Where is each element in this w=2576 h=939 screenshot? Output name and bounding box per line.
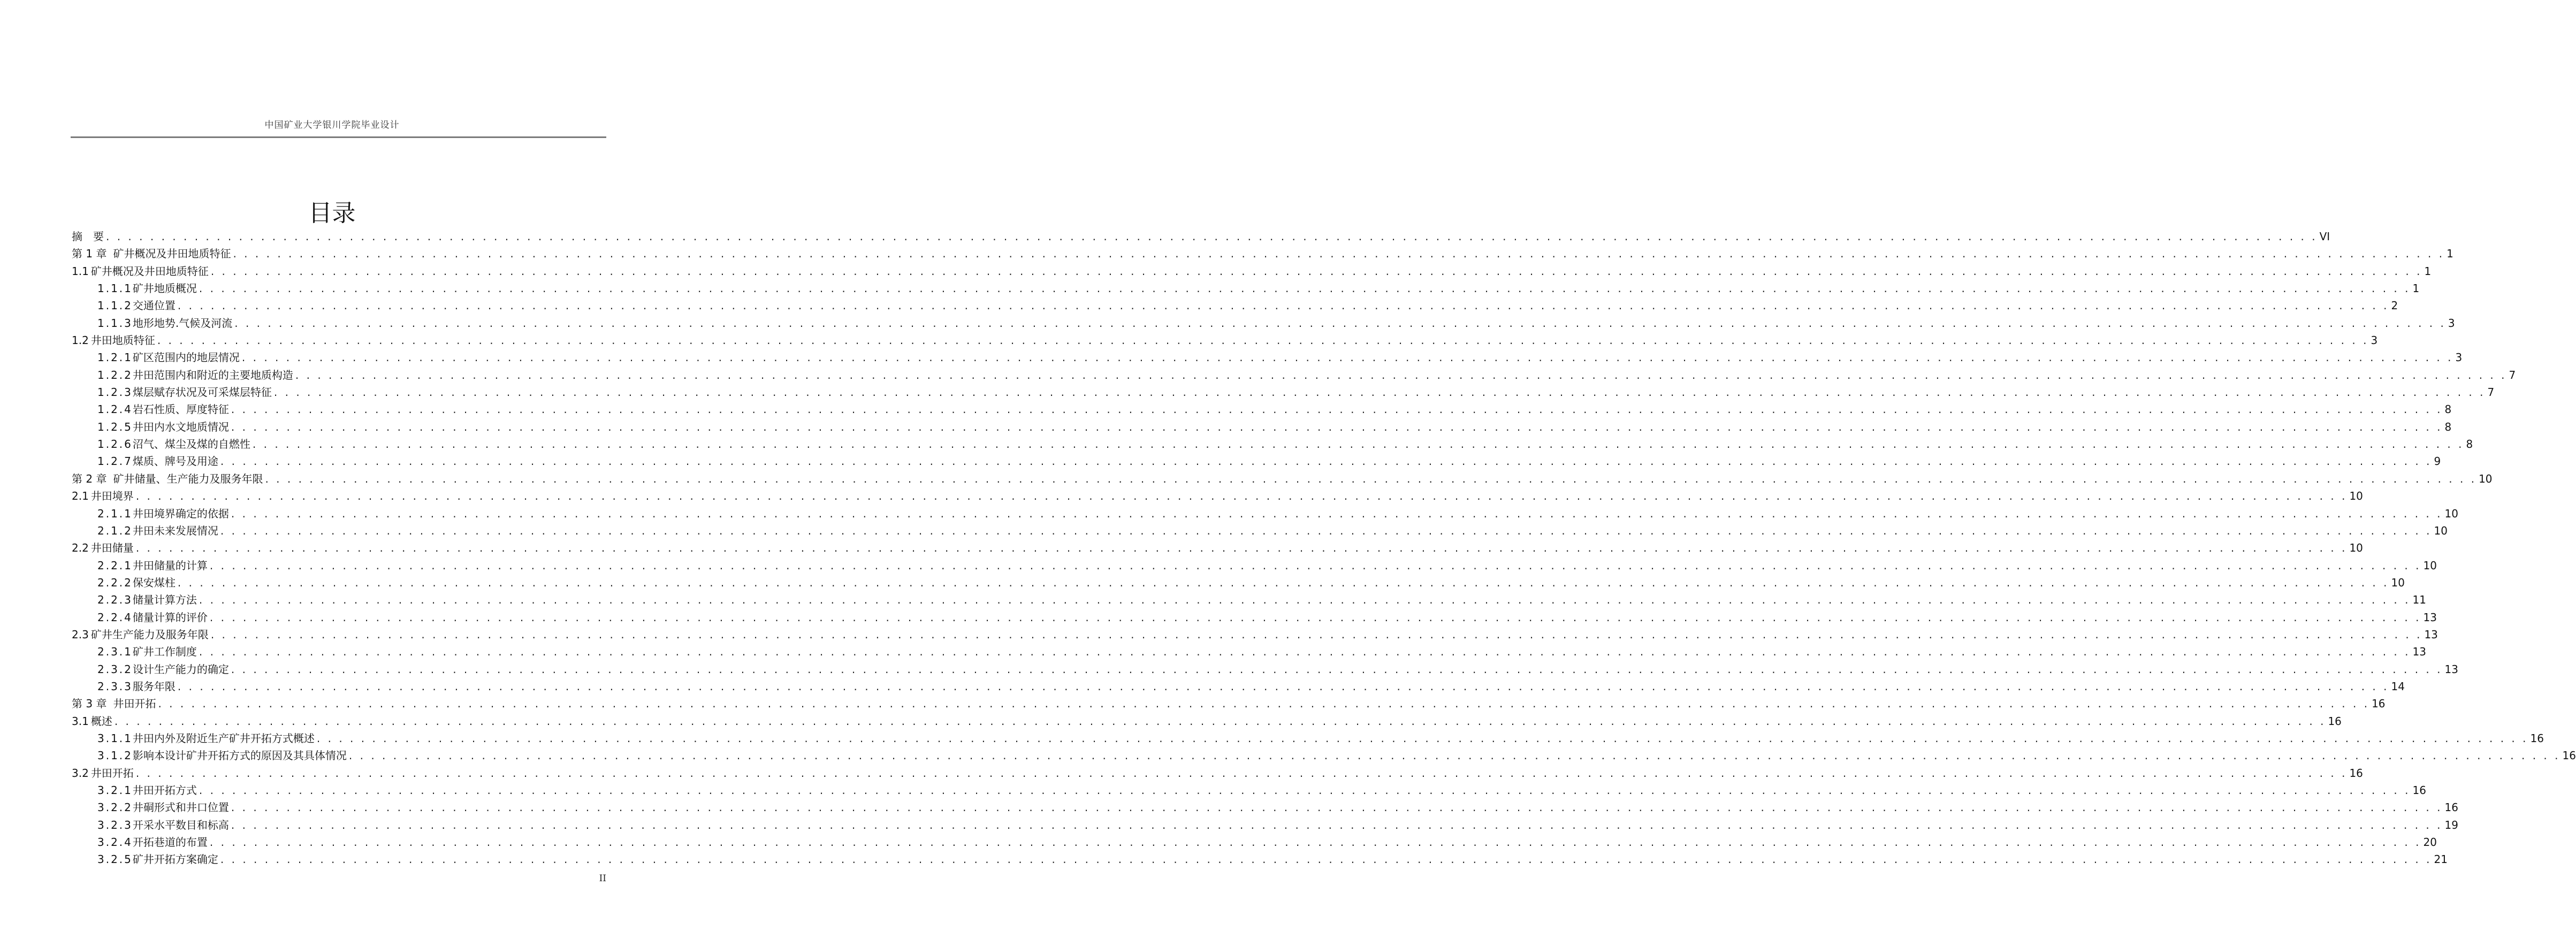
toc-entry[interactable]	[72, 349, 2463, 366]
toc-leader-dots: . . . . . . . . . . . . . . . . . . . . . . . . . . . . . . . . . . . . . . . . . . . . . . . . . . . . . . . . . . . . . . . . . . . . . . . . . . . . . . . . . . . . . . . . . . . . . . . . . . . . . . . . . . . . . . . . . . . . . . . . . . . . . . . . . . . . . . . . . . . . . . . . . . . . . . . . . . . . . . . . . . . . . . . . . . . . . . . . . . . . . . . . . . . . . . . . . . . . . . . .	[158, 697, 2370, 711]
toc-entry-number: 2.2.2	[97, 576, 133, 589]
toc-leader-dots: . . . . . . . . . . . . . . . . . . . . . . . . . . . . . . . . . . . . . . . . . . . . . . . . . . . . . . . . . . . . . . . . . . . . . . . . . . . . . . . . . . . . . . . . . . . . . . . . . . . . . . . . . . . . . . . . . . . . . . . . . . . . . . . . . . . . . . . . . . . . . . . . . . . . . . . . . . . . . . . . . . . . . . . . . . . . . . . . . . . . . . . . . . . . . . . . . . . . . . . .	[265, 472, 2477, 485]
toc-leader-dots: . . . . . . . . . . . . . . . . . . . . . . . . . . . . . . . . . . . . . . . . . . . . . . . . . . . . . . . . . . . . . . . . . . . . . . . . . . . . . . . . . . . . . . . . . . . . . . . . . . . . . . . . . . . . . . . . . . . . . . . . . . . . . . . . . . . . . . . . . . . . . . . . . . . . . . . . . . . . . . . . . . . . . . . . . . . . . . . . . . . . . . . . . . . . . . . . . . . . . . . .	[209, 559, 2421, 572]
toc-entry[interactable]	[72, 505, 2458, 522]
toc-entry[interactable]	[72, 799, 2458, 816]
toc-leader-dots: . . . . . . . . . . . . . . . . . . . . . . . . . . . . . . . . . . . . . . . . . . . . . . . . . . . . . . . . . . . . . . . . . . . . . . . . . . . . . . . . . . . . . . . . . . . . . . . . . . . . . . . . . . . . . . . . . . . . . . . . . . . . . . . . . . . . . . . . . . . . . . . . . . . . . . . . . . . . . . . . . . . . . . . . . . . . . . . . . . . . . . . . . . . . . . . . . . . . . . . .	[241, 351, 2453, 364]
toc-entry-page: 10	[2434, 524, 2448, 537]
toc-entry-page: 14	[2391, 680, 2405, 693]
toc-entry-label: 井田开拓	[113, 697, 156, 711]
toc-entry-page: 3	[2448, 316, 2455, 330]
toc-entry-page: 1	[2447, 247, 2453, 261]
toc-entry-number: 1.2.5	[97, 420, 133, 433]
toc-entry[interactable]	[72, 574, 2405, 591]
toc-entry-label: 矿井概况及井田地质特征	[90, 264, 209, 278]
toc-entry-label: 矿井工作制度	[132, 645, 197, 659]
toc-entry[interactable]	[72, 367, 2516, 384]
toc-entry-page: 11	[2412, 593, 2426, 607]
toc-entry-number: 1.1.3	[97, 316, 133, 330]
toc-entry-label: 摘 要	[72, 230, 104, 243]
toc-entry-number: 1.2.7	[97, 455, 133, 468]
toc-entry-label: 储量计算方法	[132, 593, 197, 607]
page-header: 中国矿业大学银川学院毕业设计	[264, 120, 400, 131]
toc-entry-page: 13	[2424, 628, 2438, 641]
toc-entry-number: 3.1	[72, 714, 89, 728]
toc-entry-label: 地形地势.气候及河流	[132, 316, 233, 330]
toc-entry-page: 9	[2434, 455, 2441, 468]
toc-entry-number: 3.2.2	[97, 801, 133, 814]
toc-entry-label: 井田境界确定的依据	[132, 507, 229, 520]
toc-entry[interactable]	[72, 782, 2426, 799]
toc-entry[interactable]	[72, 765, 2363, 782]
toc-entry-number: 1.2.2	[97, 368, 133, 381]
toc-leader-dots: . . . . . . . . . . . . . . . . . . . . . . . . . . . . . . . . . . . . . . . . . . . . . . . . . . . . . . . . . . . . . . . . . . . . . . . . . . . . . . . . . . . . . . . . . . . . . . . . . . . . . . . . . . . . . . . . . . . . . . . . . . . . . . . . . . . . . . . . . . . . . . . . . . . . . . . . . . . . . . . . . . . . . . . . . . . . . . . . . . . . . . . . . . . . . . . . . . . . . . . .	[199, 645, 2411, 659]
toc-entry-label: 岩石性质、厚度特征	[132, 403, 229, 416]
toc-entry[interactable]	[72, 263, 2432, 280]
toc-leader-dots: . . . . . . . . . . . . . . . . . . . . . . . . . . . . . . . . . . . . . . . . . . . . . . . . . . . . . . . . . . . . . . . . . . . . . . . . . . . . . . . . . . . . . . . . . . . . . . . . . . . . . . . . . . . . . . . . . . . . . . . . . . . . . . . . . . . . . . . . . . . . . . . . . . . . . . . . . . . . . . . . . . . . . . . . . . . . . . . . . . . . . . . . . . . . . . . . . . . . . . . .	[135, 541, 2348, 555]
toc-entry-number: 2.3	[72, 628, 89, 641]
toc-entry-number: 2.2	[72, 541, 89, 555]
toc-entry-page: 19	[2444, 818, 2458, 831]
toc-entry-page: 10	[2391, 576, 2405, 589]
toc-entry[interactable]	[72, 332, 2378, 349]
toc-entry[interactable]	[72, 609, 2437, 626]
toc-leader-dots: . . . . . . . . . . . . . . . . . . . . . . . . . . . . . . . . . . . . . . . . . . . . . . . . . . . . . . . . . . . . . . . . . . . . . . . . . . . . . . . . . . . . . . . . . . . . . . . . . . . . . . . . . . . . . . . . . . . . . . . . . . . . . . . . . . . . . . . . . . . . . . . . . . . . . . . . . . . . . . . . . . . . . . . . . . . . . . . . . . . . . . . . . . . . . . . . . . . . . . . .	[177, 576, 2389, 589]
toc-entry-page: 20	[2423, 836, 2437, 849]
toc-leader-dots: . . . . . . . . . . . . . . . . . . . . . . . . . . . . . . . . . . . . . . . . . . . . . . . . . . . . . . . . . . . . . . . . . . . . . . . . . . . . . . . . . . . . . . . . . . . . . . . . . . . . . . . . . . . . . . . . . . . . . . . . . . . . . . . . . . . . . . . . . . . . . . . . . . . . . . . . . . . . . . . . . . . . . . . . . . . . . . . . . . . . . . . . . . . . . . . . . . . . . . . .	[135, 490, 2348, 503]
toc-entry[interactable]	[72, 713, 2342, 730]
toc-leader-dots: . . . . . . . . . . . . . . . . . . . . . . . . . . . . . . . . . . . . . . . . . . . . . . . . . . . . . . . . . . . . . . . . . . . . . . . . . . . . . . . . . . . . . . . . . . . . . . . . . . . . . . . . . . . . . . . . . . . . . . . . . . . . . . . . . . . . . . . . . . . . . . . . . . . . . . . . . . . . . . . . . . . . . . . . . . . . . . . . . . . . . . . . . . . . . . . . . . . . . . . .	[231, 507, 2443, 520]
toc-entry[interactable]	[72, 418, 2452, 436]
toc-entry-label: 井田范围内和附近的主要地质构造	[132, 368, 293, 381]
toc-entry-label: 保安煤柱	[132, 576, 176, 589]
toc-leader-dots: . . . . . . . . . . . . . . . . . . . . . . . . . . . . . . . . . . . . . . . . . . . . . . . . . . . . . . . . . . . . . . . . . . . . . . . . . . . . . . . . . . . . . . . . . . . . . . . . . . . . . . . . . . . . . . . . . . . . . . . . . . . . . . . . . . . . . . . . . . . . . . . . . . . . . . . . . . . . . . . . . . . . . . . . . . . . . . . . . . . . . . . . . . . . . . . . . . . . . . . .	[273, 386, 2486, 399]
toc-entry[interactable]	[72, 245, 2453, 262]
toc-entry-number: 第 3 章	[72, 697, 107, 711]
toc-entry-number: 2.3.1	[97, 645, 133, 659]
toc-entry-label: 井田储量	[90, 541, 134, 555]
toc-entry-number: 3.2.3	[97, 818, 133, 831]
toc-leader-dots: . . . . . . . . . . . . . . . . . . . . . . . . . . . . . . . . . . . . . . . . . . . . . . . . . . . . . . . . . . . . . . . . . . . . . . . . . . . . . . . . . . . . . . . . . . . . . . . . . . . . . . . . . . . . . . . . . . . . . . . . . . . . . . . . . . . . . . . . . . . . . . . . . . . . . . . . . . . . . . . . . . . . . . . . . . . . . . . . . . . . . . . . . . . . . . . . . . . . . . . .	[157, 334, 2369, 347]
toc-entry[interactable]	[72, 228, 2330, 245]
toc-leader-dots: . . . . . . . . . . . . . . . . . . . . . . . . . . . . . . . . . . . . . . . . . . . . . . . . . . . . . . . . . . . . . . . . . . . . . . . . . . . . . . . . . . . . . . . . . . . . . . . . . . . . . . . . . . . . . . . . . . . . . . . . . . . . . . . . . . . . . . . . . . . . . . . . . . . . . . . . . . . . . . . . . . . . . . . . . . . . . . . . . . . . . . . . . . . . . . . . . . . . . . . .	[177, 680, 2389, 693]
toc-entry-label: 开采水平数目和标高	[132, 818, 229, 831]
toc-leader-dots: . . . . . . . . . . . . . . . . . . . . . . . . . . . . . . . . . . . . . . . . . . . . . . . . . . . . . . . . . . . . . . . . . . . . . . . . . . . . . . . . . . . . . . . . . . . . . . . . . . . . . . . . . . . . . . . . . . . . . . . . . . . . . . . . . . . . . . . . . . . . . . . . . . . . . . . . . . . . . . . . . . . . . . . . . . . . . . . . . . . . . . . . . . . . . . . . . . . . . . . .	[252, 438, 2464, 451]
toc-entry-number: 2.3.2	[97, 662, 133, 676]
toc-entry-page: 3	[2371, 334, 2378, 347]
toc-entry-number: 1.2.4	[97, 403, 133, 416]
toc-entry-label: 井硐形式和井口位置	[132, 801, 229, 814]
toc-entry-number: 第 2 章	[72, 472, 107, 485]
toc-entry-label: 储量计算的评价	[132, 610, 208, 624]
toc-entry[interactable]	[72, 678, 2405, 695]
toc-entry-label: 开拓巷道的布置	[132, 836, 208, 849]
toc-entry-page: 10	[2349, 490, 2363, 503]
toc-entry[interactable]	[72, 487, 2363, 505]
toc-leader-dots: . . . . . . . . . . . . . . . . . . . . . . . . . . . . . . . . . . . . . . . . . . . . . . . . . . . . . . . . . . . . . . . . . . . . . . . . . . . . . . . . . . . . . . . . . . . . . . . . . . . . . . . . . . . . . . . . . . . . . . . . . . . . . . . . . . . . . . . . . . . . . . . . . . . . . . . . . . . . . . . . . . . . . . . . . . . . . . . . . . . . . . . . . . . . . . . . . . . . . . . .	[220, 524, 2432, 537]
table-of-contents	[72, 228, 2576, 868]
toc-leader-dots: . . . . . . . . . . . . . . . . . . . . . . . . . . . . . . . . . . . . . . . . . . . . . . . . . . . . . . . . . . . . . . . . . . . . . . . . . . . . . . . . . . . . . . . . . . . . . . . . . . . . . . . . . . . . . . . . . . . . . . . . . . . . . . . . . . . . . . . . . . . . . . . . . . . . . . . . . . . . . . . . . . . . . . . . . . . . . . . . . . . . . . . . . . . . . . . . . . . . . . . .	[114, 714, 2326, 728]
toc-entry-page: 10	[2423, 559, 2437, 572]
toc-entry-number: 3.1.2	[97, 749, 133, 762]
toc-entry-number: 2.1.1	[97, 507, 133, 520]
toc-entry-label: 井田内外及附近生产矿井开拓方式概述	[132, 731, 315, 745]
toc-entry-page: 2	[2391, 299, 2398, 312]
toc-entry-number: 3.1.1	[97, 731, 133, 745]
header-rule	[71, 136, 606, 138]
toc-entry-page: 10	[2349, 541, 2363, 555]
toc-leader-dots: . . . . . . . . . . . . . . . . . . . . . . . . . . . . . . . . . . . . . . . . . . . . . . . . . . . . . . . . . . . . . . . . . . . . . . . . . . . . . . . . . . . . . . . . . . . . . . . . . . . . . . . . . . . . . . . . . . . . . . . . . . . . . . . . . . . . . . . . . . . . . . . . . . . . . . . . . . . . . . . . . . . . . . . . . . . . . . . . . . . . . . . . . . . . . . . . . . . . . . . .	[210, 264, 2422, 278]
toc-entry-label: 矿井地质概况	[132, 282, 197, 295]
toc-entry-number: 1.2	[72, 334, 89, 347]
toc-leader-dots: . . . . . . . . . . . . . . . . . . . . . . . . . . . . . . . . . . . . . . . . . . . . . . . . . . . . . . . . . . . . . . . . . . . . . . . . . . . . . . . . . . . . . . . . . . . . . . . . . . . . . . . . . . . . . . . . . . . . . . . . . . . . . . . . . . . . . . . . . . . . . . . . . . . . . . . . . . . . . . . . . . . . . . . . . . . . . . . . . . . . . . . . . . . . . . . . . . . . . . . .	[199, 282, 2411, 295]
toc-entry[interactable]	[72, 384, 2495, 401]
toc-leader-dots: . . . . . . . . . . . . . . . . . . . . . . . . . . . . . . . . . . . . . . . . . . . . . . . . . . . . . . . . . . . . . . . . . . . . . . . . . . . . . . . . . . . . . . . . . . . . . . . . . . . . . . . . . . . . . . . . . . . . . . . . . . . . . . . . . . . . . . . . . . . . . . . . . . . . . . . . . . . . . . . . . . . . . . . . . . . . . . . . . . . . . . . . . . . . . . . . . . . . . . . .	[234, 316, 2446, 330]
page-number: II	[599, 873, 606, 884]
toc-entry-number: 2.2.1	[97, 559, 133, 572]
toc-leader-dots: . . . . . . . . . . . . . . . . . . . . . . . . . . . . . . . . . . . . . . . . . . . . . . . . . . . . . . . . . . . . . . . . . . . . . . . . . . . . . . . . . . . . . . . . . . . . . . . . . . . . . . . . . . . . . . . . . . . . . . . . . . . . . . . . . . . . . . . . . . . . . . . . . . . . . . . . . . . . . . . . . . . . . . . . . . . . . . . . . . . . . . . . . . . . . . . . . . . . . . . .	[233, 247, 2445, 261]
toc-entry[interactable]	[72, 730, 2544, 747]
toc-entry[interactable]	[72, 834, 2437, 851]
toc-leader-dots: . . . . . . . . . . . . . . . . . . . . . . . . . . . . . . . . . . . . . . . . . . . . . . . . . . . . . . . . . . . . . . . . . . . . . . . . . . . . . . . . . . . . . . . . . . . . . . . . . . . . . . . . . . . . . . . . . . . . . . . . . . . . . . . . . . . . . . . . . . . . . . . . . . . . . . . . . . . . . . . . . . . . . . . . . . . . . . . . . . . . . . . . . . . . . . . . . . . . . . . .	[295, 368, 2507, 381]
toc-entry[interactable]	[72, 315, 2455, 332]
toc-leader-dots: . . . . . . . . . . . . . . . . . . . . . . . . . . . . . . . . . . . . . . . . . . . . . . . . . . . . . . . . . . . . . . . . . . . . . . . . . . . . . . . . . . . . . . . . . . . . . . . . . . . . . . . . . . . . . . . . . . . . . . . . . . . . . . . . . . . . . . . . . . . . . . . . . . . . . . . . . . . . . . . . . . . . . . . . . . . . . . . . . . . . . . . . . . . . . . . . . . . . . . . .	[106, 230, 2318, 243]
toc-entry-number: 2.3.3	[97, 680, 133, 693]
toc-entry-label: 井田境界	[90, 490, 134, 503]
toc-leader-dots: . . . . . . . . . . . . . . . . . . . . . . . . . . . . . . . . . . . . . . . . . . . . . . . . . . . . . . . . . . . . . . . . . . . . . . . . . . . . . . . . . . . . . . . . . . . . . . . . . . . . . . . . . . . . . . . . . . . . . . . . . . . . . . . . . . . . . . . . . . . . . . . . . . . . . . . . . . . . . . . . . . . . . . . . . . . . . . . . . . . . . . . . . . . . . . . . . . . . . . . .	[316, 731, 2528, 745]
toc-entry[interactable]	[72, 816, 2458, 834]
toc-entry-label: 矿井开拓方案确定	[132, 853, 218, 866]
toc-entry[interactable]	[72, 747, 2576, 764]
toc-leader-dots: . . . . . . . . . . . . . . . . . . . . . . . . . . . . . . . . . . . . . . . . . . . . . . . . . . . . . . . . . . . . . . . . . . . . . . . . . . . . . . . . . . . . . . . . . . . . . . . . . . . . . . . . . . . . . . . . . . . . . . . . . . . . . . . . . . . . . . . . . . . . . . . . . . . . . . . . . . . . . . . . . . . . . . . . . . . . . . . . . . . . . . . . . . . . . . . . . . . . . . . .	[220, 853, 2432, 866]
toc-entry-number: 3.2.4	[97, 836, 133, 849]
toc-entry-page: 1	[2424, 264, 2432, 278]
toc-entry-page: 16	[2349, 766, 2363, 780]
toc-entry-page: 16	[2562, 749, 2576, 762]
toc-entry-page: 7	[2487, 386, 2495, 399]
toc-leader-dots: . . . . . . . . . . . . . . . . . . . . . . . . . . . . . . . . . . . . . . . . . . . . . . . . . . . . . . . . . . . . . . . . . . . . . . . . . . . . . . . . . . . . . . . . . . . . . . . . . . . . . . . . . . . . . . . . . . . . . . . . . . . . . . . . . . . . . . . . . . . . . . . . . . . . . . . . . . . . . . . . . . . . . . . . . . . . . . . . . . . . . . . . . . . . . . . . . . . . . . . .	[231, 818, 2443, 831]
toc-entry[interactable]	[72, 851, 2448, 868]
toc-entry-number: 2.2.4	[97, 610, 133, 624]
toc-leader-dots: . . . . . . . . . . . . . . . . . . . . . . . . . . . . . . . . . . . . . . . . . . . . . . . . . . . . . . . . . . . . . . . . . . . . . . . . . . . . . . . . . . . . . . . . . . . . . . . . . . . . . . . . . . . . . . . . . . . . . . . . . . . . . . . . . . . . . . . . . . . . . . . . . . . . . . . . . . . . . . . . . . . . . . . . . . . . . . . . . . . . . . . . . . . . . . . . . . . . . . . .	[209, 610, 2421, 624]
toc-entry-number: 1.1	[72, 264, 89, 278]
toc-entry-number: 3.2.5	[97, 853, 133, 866]
toc-entry-number: 1.2.1	[97, 351, 133, 364]
toc-entry-label: 井田内水文地质情况	[132, 420, 229, 433]
toc-entry-number: 2.1	[72, 490, 89, 503]
toc-leader-dots: . . . . . . . . . . . . . . . . . . . . . . . . . . . . . . . . . . . . . . . . . . . . . . . . . . . . . . . . . . . . . . . . . . . . . . . . . . . . . . . . . . . . . . . . . . . . . . . . . . . . . . . . . . . . . . . . . . . . . . . . . . . . . . . . . . . . . . . . . . . . . . . . . . . . . . . . . . . . . . . . . . . . . . . . . . . . . . . . . . . . . . . . . . . . . . . . . . . . . . . .	[199, 784, 2411, 797]
toc-entry-number: 3.2	[72, 766, 89, 780]
toc-entry[interactable]	[72, 695, 2386, 712]
toc-leader-dots: . . . . . . . . . . . . . . . . . . . . . . . . . . . . . . . . . . . . . . . . . . . . . . . . . . . . . . . . . . . . . . . . . . . . . . . . . . . . . . . . . . . . . . . . . . . . . . . . . . . . . . . . . . . . . . . . . . . . . . . . . . . . . . . . . . . . . . . . . . . . . . . . . . . . . . . . . . . . . . . . . . . . . . . . . . . . . . . . . . . . . . . . . . . . . . . . . . . . . . . .	[231, 403, 2443, 416]
toc-entry-page: 21	[2434, 853, 2448, 866]
toc-entry[interactable]	[72, 436, 2473, 453]
toc-entry[interactable]	[72, 557, 2437, 574]
toc-leader-dots: . . . . . . . . . . . . . . . . . . . . . . . . . . . . . . . . . . . . . . . . . . . . . . . . . . . . . . . . . . . . . . . . . . . . . . . . . . . . . . . . . . . . . . . . . . . . . . . . . . . . . . . . . . . . . . . . . . . . . . . . . . . . . . . . . . . . . . . . . . . . . . . . . . . . . . . . . . . . . . . . . . . . . . . . . . . . . . . . . . . . . . . . . . . . . . . . . . . . . . . .	[231, 801, 2443, 814]
toc-entry-label: 影响本设计矿井开拓方式的原因及其具体情况	[132, 749, 347, 762]
toc-entry-number: 1.2.6	[97, 438, 133, 451]
toc-entry-page: 16	[2372, 697, 2386, 711]
toc-entry-page: 7	[2509, 368, 2516, 381]
toc-entry-number: 1.2.3	[97, 386, 133, 399]
toc-leader-dots: . . . . . . . . . . . . . . . . . . . . . . . . . . . . . . . . . . . . . . . . . . . . . . . . . . . . . . . . . . . . . . . . . . . . . . . . . . . . . . . . . . . . . . . . . . . . . . . . . . . . . . . . . . . . . . . . . . . . . . . . . . . . . . . . . . . . . . . . . . . . . . . . . . . . . . . . . . . . . . . . . . . . . . . . . . . . . . . . . . . . . . . . . . . . . . . . . . . . . . . .	[177, 299, 2389, 312]
toc-entry-page: 10	[2479, 472, 2493, 485]
toc-entry[interactable]	[72, 297, 2398, 314]
toc-entry-label: 矿井概况及井田地质特征	[113, 247, 231, 261]
toc-leader-dots: . . . . . . . . . . . . . . . . . . . . . . . . . . . . . . . . . . . . . . . . . . . . . . . . . . . . . . . . . . . . . . . . . . . . . . . . . . . . . . . . . . . . . . . . . . . . . . . . . . . . . . . . . . . . . . . . . . . . . . . . . . . . . . . . . . . . . . . . . . . . . . . . . . . . . . . . . . . . . . . . . . . . . . . . . . . . . . . . . . . . . . . . . . . . . . . . . . . . . . . .	[209, 836, 2421, 849]
toc-leader-dots: . . . . . . . . . . . . . . . . . . . . . . . . . . . . . . . . . . . . . . . . . . . . . . . . . . . . . . . . . . . . . . . . . . . . . . . . . . . . . . . . . . . . . . . . . . . . . . . . . . . . . . . . . . . . . . . . . . . . . . . . . . . . . . . . . . . . . . . . . . . . . . . . . . . . . . . . . . . . . . . . . . . . . . . . . . . . . . . . . . . . . . . . . . . . . . . . . . . . . . . .	[231, 662, 2443, 676]
toc-entry-page: 1	[2412, 282, 2420, 295]
toc-entry[interactable]	[72, 453, 2441, 470]
toc-entry[interactable]	[72, 626, 2438, 643]
toc-entry-number: 1.1.1	[97, 282, 133, 295]
toc-entry[interactable]	[72, 643, 2426, 660]
toc-entry-label: 矿井生产能力及服务年限	[90, 628, 209, 641]
toc-entry[interactable]	[72, 280, 2420, 297]
toc-entry-number: 2.1.2	[97, 524, 133, 537]
toc-entry-page: 8	[2444, 420, 2452, 433]
toc-entry-page: VI	[2319, 230, 2330, 243]
toc-entry-number: 2.2.3	[97, 593, 133, 607]
toc-entry[interactable]	[72, 470, 2493, 487]
toc-entry-label: 井田开拓方式	[132, 784, 197, 797]
toc-title: 目录	[308, 200, 356, 227]
toc-entry-page: 10	[2444, 507, 2458, 520]
toc-entry-page: 16	[2328, 714, 2342, 728]
toc-entry-number: 3.2.1	[97, 784, 133, 797]
toc-entry-label: 设计生产能力的确定	[132, 662, 229, 676]
toc-entry-label: 煤质、牌号及用途	[132, 455, 218, 468]
toc-entry-page: 13	[2423, 610, 2437, 624]
toc-entry-page: 16	[2530, 731, 2544, 745]
toc-leader-dots: . . . . . . . . . . . . . . . . . . . . . . . . . . . . . . . . . . . . . . . . . . . . . . . . . . . . . . . . . . . . . . . . . . . . . . . . . . . . . . . . . . . . . . . . . . . . . . . . . . . . . . . . . . . . . . . . . . . . . . . . . . . . . . . . . . . . . . . . . . . . . . . . . . . . . . . . . . . . . . . . . . . . . . . . . . . . . . . . . . . . . . . . . . . . . . . . . . . . . . . .	[231, 420, 2443, 433]
toc-entry-label: 井田地质特征	[90, 334, 155, 347]
toc-entry-page: 16	[2444, 801, 2458, 814]
toc-leader-dots: . . . . . . . . . . . . . . . . . . . . . . . . . . . . . . . . . . . . . . . . . . . . . . . . . . . . . . . . . . . . . . . . . . . . . . . . . . . . . . . . . . . . . . . . . . . . . . . . . . . . . . . . . . . . . . . . . . . . . . . . . . . . . . . . . . . . . . . . . . . . . . . . . . . . . . . . . . . . . . . . . . . . . . . . . . . . . . . . . . . . . . . . . . . . . . . . . . . . . . . .	[135, 766, 2348, 780]
toc-leader-dots: . . . . . . . . . . . . . . . . . . . . . . . . . . . . . . . . . . . . . . . . . . . . . . . . . . . . . . . . . . . . . . . . . . . . . . . . . . . . . . . . . . . . . . . . . . . . . . . . . . . . . . . . . . . . . . . . . . . . . . . . . . . . . . . . . . . . . . . . . . . . . . . . . . . . . . . . . . . . . . . . . . . . . . . . . . . . . . . . . . . . . . . . . . . . . . . . . . . . . . . .	[220, 455, 2432, 468]
toc-leader-dots: . . . . . . . . . . . . . . . . . . . . . . . . . . . . . . . . . . . . . . . . . . . . . . . . . . . . . . . . . . . . . . . . . . . . . . . . . . . . . . . . . . . . . . . . . . . . . . . . . . . . . . . . . . . . . . . . . . . . . . . . . . . . . . . . . . . . . . . . . . . . . . . . . . . . . . . . . . . . . . . . . . . . . . . . . . . . . . . . . . . . . . . . . . . . . . . . . . . . . . . .	[199, 593, 2411, 607]
toc-leader-dots: . . . . . . . . . . . . . . . . . . . . . . . . . . . . . . . . . . . . . . . . . . . . . . . . . . . . . . . . . . . . . . . . . . . . . . . . . . . . . . . . . . . . . . . . . . . . . . . . . . . . . . . . . . . . . . . . . . . . . . . . . . . . . . . . . . . . . . . . . . . . . . . . . . . . . . . . . . . . . . . . . . . . . . . . . . . . . . . . . . . . . . . . . . . . . . . . . . . . . . . .	[210, 628, 2422, 641]
toc-entry-label: 井田储量的计算	[132, 559, 208, 572]
toc-entry-label: 矿井储量、生产能力及服务年限	[113, 472, 263, 485]
toc-entry-label: 矿区范围内的地层情况	[132, 351, 240, 364]
toc-entry-page: 8	[2444, 403, 2452, 416]
toc-entry-number: 第 1 章	[72, 247, 107, 261]
toc-entry-page: 3	[2455, 351, 2463, 364]
toc-entry-page: 16	[2412, 784, 2426, 797]
toc-entry-page: 8	[2466, 438, 2473, 451]
toc-entry-label: 服务年限	[132, 680, 176, 693]
toc-entry-label: 井田开拓	[90, 766, 134, 780]
toc-entry-label: 井田未来发展情况	[132, 524, 218, 537]
toc-entry[interactable]	[72, 401, 2452, 418]
toc-entry[interactable]	[72, 591, 2426, 608]
toc-entry[interactable]	[72, 539, 2363, 556]
toc-leader-dots: . . . . . . . . . . . . . . . . . . . . . . . . . . . . . . . . . . . . . . . . . . . . . . . . . . . . . . . . . . . . . . . . . . . . . . . . . . . . . . . . . . . . . . . . . . . . . . . . . . . . . . . . . . . . . . . . . . . . . . . . . . . . . . . . . . . . . . . . . . . . . . . . . . . . . . . . . . . . . . . . . . . . . . . . . . . . . . . . . . . . . . . . . . . . . . . . . . . . . . . .	[348, 749, 2560, 762]
toc-entry-label: 沼气、煤尘及煤的自燃性	[132, 438, 250, 451]
toc-entry-page: 13	[2444, 662, 2458, 676]
toc-entry[interactable]	[72, 661, 2458, 678]
toc-entry-page: 13	[2412, 645, 2426, 659]
toc-entry[interactable]	[72, 522, 2448, 539]
toc-entry-label: 交通位置	[132, 299, 176, 312]
toc-entry-label: 概述	[90, 714, 112, 728]
toc-entry-number: 1.1.2	[97, 299, 133, 312]
toc-entry-label: 煤层赋存状况及可采煤层特征	[132, 386, 272, 399]
